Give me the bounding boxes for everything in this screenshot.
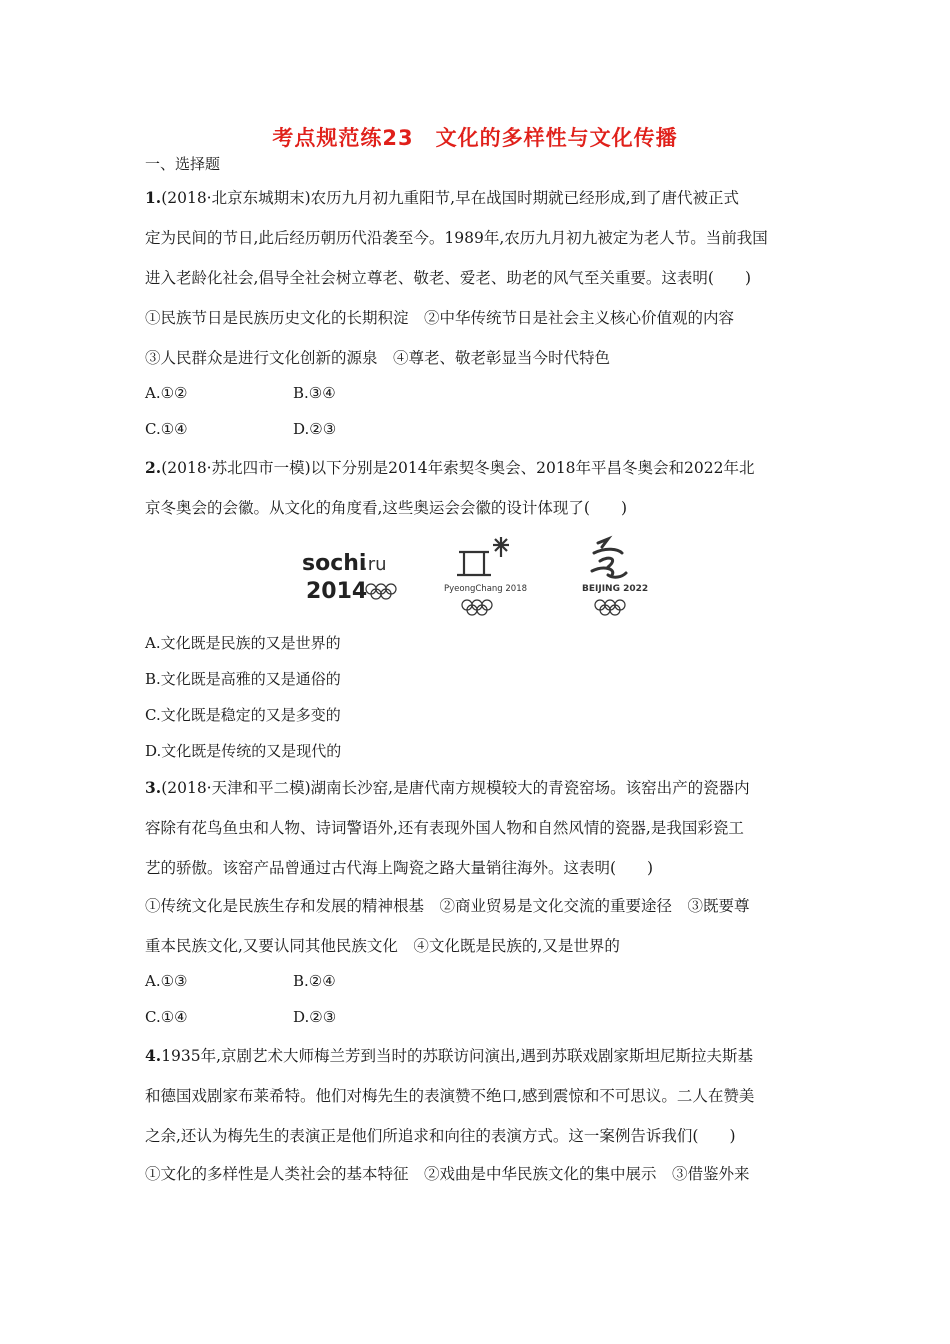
q4-statement-1: ①文化的多样性是人类社会的基本特征 ②戏曲是中华民族文化的集中展示 ③借鉴外来 bbox=[145, 1165, 750, 1183]
q3-line-3: 艺的骄傲。该窑产品曾通过古代海上陶瓷之路大量销往海外。这表明( ) bbox=[145, 859, 654, 877]
q2-text: (2018·苏北四市一模)以下分别是2014年索契冬奥会、2018年平昌冬奥会和2022年北 bbox=[161, 459, 755, 477]
q4-line-1 bbox=[145, 1044, 753, 1066]
sochi-2014-emblem bbox=[300, 535, 405, 613]
q2-option-c[interactable]: C.文化既是稳定的又是多变的 bbox=[145, 706, 341, 724]
q1-option-d[interactable]: D.②③ bbox=[293, 420, 337, 438]
q1-line-1 bbox=[145, 186, 739, 208]
sochi-olympic-rings-icon bbox=[366, 584, 396, 599]
q1-text: (2018·北京东城期末)农历九月初九重阳节,早在战国时期就已经形成,到了唐代被正式 bbox=[161, 189, 740, 207]
q1-number: 1. bbox=[145, 188, 162, 207]
q2-line-2: 京冬奥会的会徽。从文化的角度看,这些奥运会会徽的设计体现了( ) bbox=[145, 499, 628, 517]
page-title: 考点规范练23 文化的多样性与文化传播 bbox=[272, 126, 678, 150]
q1-option-c[interactable]: C.①④ bbox=[145, 420, 188, 438]
section-label: 一、选择题 bbox=[145, 155, 221, 173]
q2-option-b[interactable]: B.文化既是高雅的又是通俗的 bbox=[145, 670, 341, 688]
q3-option-d[interactable]: D.②③ bbox=[293, 1008, 337, 1026]
q2-option-d[interactable]: D.文化既是传统的又是现代的 bbox=[145, 742, 342, 760]
q3-number: 3. bbox=[145, 778, 162, 797]
q2-option-a[interactable]: A.文化既是民族的又是世界的 bbox=[145, 634, 341, 652]
beijing-olympic-rings-icon bbox=[595, 600, 625, 615]
beijing-text: BEIJING 2022 bbox=[582, 584, 649, 594]
pyeongchang-olympic-rings-icon bbox=[462, 600, 492, 615]
q3-line-1 bbox=[145, 776, 750, 798]
q3-option-b[interactable]: B.②④ bbox=[293, 972, 336, 990]
q2-line-1 bbox=[145, 456, 755, 478]
pyeongchang-2018-emblem bbox=[435, 535, 535, 620]
q4-line-3: 之余,还认为梅先生的表演正是他们所追求和向往的表演方式。这一案例告诉我们( ) bbox=[145, 1127, 736, 1145]
q4-number: 4. bbox=[145, 1046, 162, 1065]
q1-line-3: 进入老龄化社会,倡导全社会树立尊老、敬老、爱老、助老的风气至关重要。这表明( ) bbox=[145, 269, 752, 287]
pyeongchang-text: PyeongChang 2018 bbox=[444, 584, 528, 594]
q3-statement-2: 重本民族文化,又要认同其他民族文化 ④文化既是民族的,又是世界的 bbox=[145, 937, 620, 955]
q3-line-2: 容除有花鸟鱼虫和人物、诗词警语外,还有表现外国人物和自然风情的瓷器,是我国彩瓷工 bbox=[145, 819, 744, 837]
q1-line-2: 定为民间的节日,此后经历朝历代沿袭至今。1989年,农历九月初九被定为老人节。当前我国 bbox=[145, 229, 768, 247]
sochi-text: sochi bbox=[302, 551, 367, 576]
q3-text: (2018·天津和平二模)湖南长沙窑,是唐代南方规模较大的青瓷窑场。该窑出产的瓷器内 bbox=[161, 779, 750, 797]
q1-option-a[interactable]: A.①② bbox=[145, 384, 188, 402]
beijing-2022-emblem bbox=[578, 535, 658, 620]
q1-statement-1: ①民族节日是民族历史文化的长期积淀 ②中华传统节日是社会主义核心价值观的内容 bbox=[145, 309, 735, 327]
sochi-ru-text: .ru bbox=[362, 554, 387, 575]
q2-number: 2. bbox=[145, 458, 162, 477]
pyeongchang-symbol-icon bbox=[457, 537, 509, 575]
q1-statement-2: ③人民群众是进行文化创新的源泉 ④尊老、敬老彰显当今时代特色 bbox=[145, 349, 611, 367]
q1-option-b[interactable]: B.③④ bbox=[293, 384, 336, 402]
q3-option-a[interactable]: A.①③ bbox=[145, 972, 188, 990]
q3-option-c[interactable]: C.①④ bbox=[145, 1008, 188, 1026]
q4-line-2: 和德国戏剧家布莱希特。他们对梅先生的表演赞不绝口,感到震惊和不可思议。二人在赞美 bbox=[145, 1087, 755, 1105]
beijing-winter-symbol-icon bbox=[592, 539, 626, 577]
q3-statement-1: ①传统文化是民族生存和发展的精神根基 ②商业贸易是文化交流的重要途径 ③既要尊 bbox=[145, 897, 750, 915]
olympic-emblems bbox=[300, 535, 660, 620]
sochi-year-text: 2014 bbox=[306, 579, 368, 604]
q4-text: 1935年,京剧艺术大师梅兰芳到当时的苏联访问演出,遇到苏联戏剧家斯坦尼斯拉夫斯基 bbox=[161, 1047, 753, 1065]
